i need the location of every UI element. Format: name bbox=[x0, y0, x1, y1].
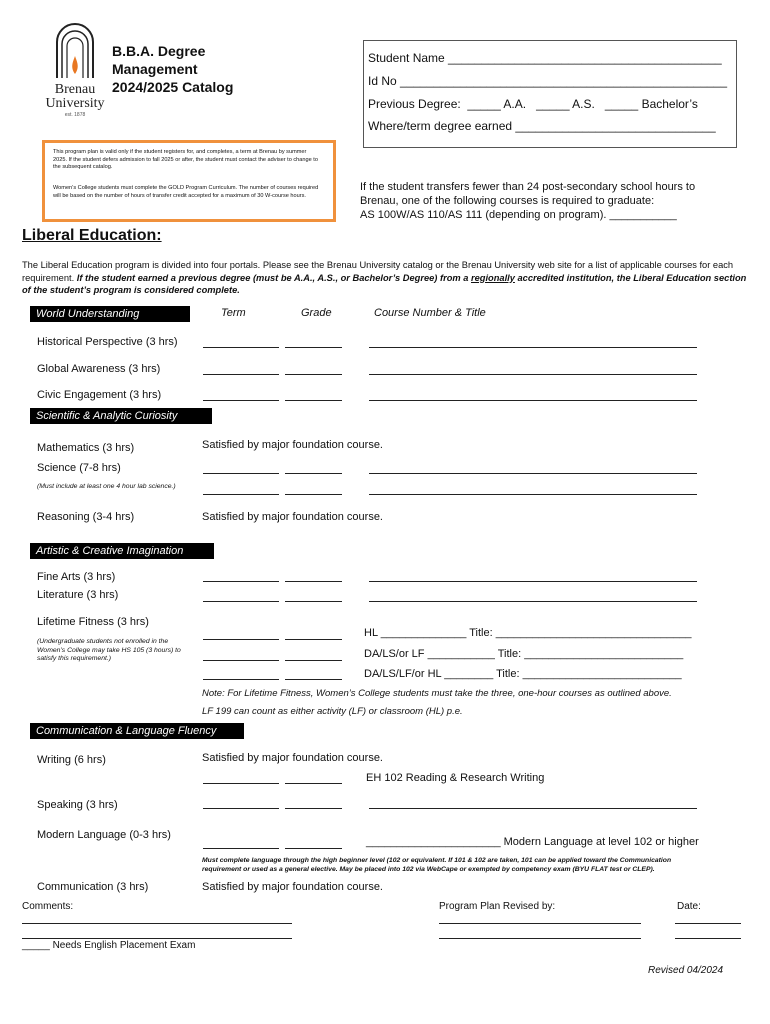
catalog-notice-box bbox=[42, 140, 336, 222]
language-term-blank[interactable] bbox=[203, 848, 279, 849]
dals-grade-blank[interactable] bbox=[285, 679, 342, 680]
grade-column-header: Grade bbox=[301, 307, 332, 319]
scientific-curiosity-heading: Scientific & Analytic Curiosity bbox=[30, 408, 212, 424]
science-term-blank-2[interactable] bbox=[203, 494, 279, 495]
communication-fluency-heading: Communication & Language Fluency bbox=[30, 723, 244, 739]
writing-grade-blank[interactable] bbox=[285, 783, 342, 784]
speaking-grade-blank[interactable] bbox=[285, 808, 342, 809]
intro-bold-a: If the student earned a previous degree (must be A.A., A.S., or Bachelor’s Degree) from a bbox=[76, 272, 469, 283]
lifetime-fitness-note: (Undergraduate students not enrolled in the Women’s College may take HS 105 (3 hours) to satisfy this requirement.) bbox=[37, 638, 181, 662]
fine-arts-grade-blank[interactable] bbox=[285, 581, 342, 582]
speaking-course-blank[interactable] bbox=[369, 808, 697, 809]
comments-label: Comments: bbox=[22, 901, 74, 912]
arch-emblem-icon bbox=[53, 22, 97, 78]
science-label: Science (7-8 hrs) bbox=[37, 462, 121, 474]
lifetime-fitness-label: Lifetime Fitness (3 hrs) bbox=[37, 616, 149, 628]
intro-text: The Liberal Education program is divided into four portals. Please see the Brenau University catalog or the Brenau University web site for a list of applicable courses for each requirement. bbox=[22, 260, 734, 283]
eh-102-course: EH 102 Reading & Research Writing bbox=[366, 772, 545, 784]
science-term-blank-1[interactable] bbox=[203, 473, 279, 474]
logo-est: est. 1878 bbox=[64, 112, 86, 118]
where-term-field[interactable]: Where/term degree earned ______________________________ bbox=[368, 119, 716, 133]
da-grade-blank[interactable] bbox=[285, 660, 342, 661]
global-awareness-label: Global Awareness (3 hrs) bbox=[37, 363, 161, 375]
literature-label: Literature (3 hrs) bbox=[37, 589, 119, 601]
fitness-note-1: Note: For Lifetime Fitness, Women’s College students must take the three, one-hour courses as outlined above. bbox=[202, 688, 672, 699]
language-grade-blank[interactable] bbox=[285, 848, 342, 849]
mathematics-label: Mathematics (3 hrs) bbox=[37, 442, 135, 454]
date-line-1[interactable] bbox=[675, 923, 741, 924]
comments-line-1[interactable] bbox=[22, 923, 292, 924]
global-grade-blank[interactable] bbox=[285, 374, 342, 375]
previous-degree-label: Previous Degree: bbox=[368, 97, 461, 111]
date-label: Date: bbox=[677, 901, 701, 912]
notice-paragraph-2: Women’s College students must complete the GOLD Program Curriculum. The number of courses required will be based on the number of hours of transfer credit accepted for a maximum of 30 W-course hours. bbox=[53, 185, 319, 199]
modern-language-label: Modern Language (0-3 hrs) bbox=[37, 829, 171, 841]
speaking-label: Speaking (3 hrs) bbox=[37, 799, 118, 811]
reasoning-label: Reasoning (3-4 hrs) bbox=[37, 511, 135, 523]
fine-arts-term-blank[interactable] bbox=[203, 581, 279, 582]
student-info-box bbox=[363, 40, 737, 148]
fine-arts-course-blank[interactable] bbox=[369, 581, 697, 582]
prev-bachelor-field[interactable]: _____ Bachelor’s bbox=[604, 97, 698, 111]
course-column-header: Course Number & Title bbox=[374, 307, 486, 319]
writing-term-blank[interactable] bbox=[203, 783, 279, 784]
civic-grade-blank[interactable] bbox=[285, 400, 342, 401]
title-line-3: 2024/2025 Catalog bbox=[112, 79, 234, 95]
science-grade-blank-1[interactable] bbox=[285, 473, 342, 474]
literature-grade-blank[interactable] bbox=[285, 601, 342, 602]
science-course-blank-2[interactable] bbox=[369, 494, 697, 495]
language-course-field[interactable]: ______________________ Modern Language at level 102 or higher bbox=[366, 836, 699, 848]
global-term-blank[interactable] bbox=[203, 374, 279, 375]
prev-as-field[interactable]: _____ A.S. bbox=[536, 97, 595, 111]
historical-grade-blank[interactable] bbox=[285, 347, 342, 348]
literature-course-blank[interactable] bbox=[369, 601, 697, 602]
hl-term-blank[interactable] bbox=[203, 639, 279, 640]
world-understanding-heading: World Understanding bbox=[30, 306, 190, 322]
writing-satisfied: Satisfied by major foundation course. bbox=[202, 752, 383, 764]
da-title-field[interactable]: DA/LS/or LF ___________ Title: __________________________ bbox=[364, 648, 684, 660]
science-course-blank-1[interactable] bbox=[369, 473, 697, 474]
date-line-2[interactable] bbox=[675, 938, 741, 939]
english-placement-field[interactable]: _____ Needs English Placement Exam bbox=[22, 940, 196, 951]
historical-course-blank[interactable] bbox=[369, 347, 697, 348]
fine-arts-label: Fine Arts (3 hrs) bbox=[37, 571, 116, 583]
revised-by-line-2[interactable] bbox=[439, 938, 641, 939]
notice-paragraph-1: This program plan is valid only if the student registers for, and completes, a term at Brenau by summer 2025. If the student defers admission to fall 2025 or after, the student must contact the adviser to change to the subsequent catalog. bbox=[53, 149, 318, 171]
speaking-term-blank[interactable] bbox=[203, 808, 279, 809]
reasoning-satisfied: Satisfied by major foundation course. bbox=[202, 511, 383, 523]
page-title bbox=[112, 42, 233, 96]
transfer-line-3[interactable]: AS 100W/AS 110/AS 111 (depending on program). ___________ bbox=[360, 209, 677, 221]
liberal-education-heading: Liberal Education: bbox=[22, 227, 162, 244]
global-course-blank[interactable] bbox=[369, 374, 697, 375]
mathematics-satisfied: Satisfied by major foundation course. bbox=[202, 439, 383, 451]
historical-perspective-label: Historical Perspective (3 hrs) bbox=[37, 336, 178, 348]
hl-title-field[interactable]: HL ______________ Title: ________________________________ bbox=[364, 627, 692, 639]
writing-label: Writing (6 hrs) bbox=[37, 754, 106, 766]
student-name-field[interactable]: Student Name _________________________________________ bbox=[368, 51, 722, 65]
literature-term-blank[interactable] bbox=[203, 601, 279, 602]
da-term-blank[interactable] bbox=[203, 660, 279, 661]
civic-engagement-label: Civic Engagement (3 hrs) bbox=[37, 389, 162, 401]
logo-university: University bbox=[45, 96, 105, 111]
artistic-imagination-heading: Artistic & Creative Imagination bbox=[30, 543, 214, 559]
transfer-note bbox=[360, 180, 720, 222]
civic-term-blank[interactable] bbox=[203, 400, 279, 401]
science-grade-blank-2[interactable] bbox=[285, 494, 342, 495]
science-lab-note: (Must include at least one 4 hour lab science.) bbox=[37, 483, 176, 490]
hl-grade-blank[interactable] bbox=[285, 639, 342, 640]
term-column-header: Term bbox=[221, 307, 246, 319]
dals-title-field[interactable]: DA/LS/LF/or HL ________ Title: __________________________ bbox=[364, 668, 682, 680]
communication-label: Communication (3 hrs) bbox=[37, 881, 149, 893]
prev-aa-field[interactable]: _____ A.A. bbox=[467, 97, 527, 111]
brenau-logo bbox=[42, 22, 108, 122]
liberal-education-intro bbox=[22, 259, 752, 297]
student-id-field[interactable]: Id No _________________________________________________ bbox=[368, 74, 728, 88]
title-line-2: Management bbox=[112, 61, 198, 77]
previous-degree-row bbox=[368, 97, 698, 111]
revised-by-label: Program Plan Revised by: bbox=[439, 901, 556, 912]
fitness-note-2: LF 199 can count as either activity (LF) or classroom (HL) p.e. bbox=[202, 706, 463, 717]
historical-term-blank[interactable] bbox=[203, 347, 279, 348]
dals-term-blank[interactable] bbox=[203, 679, 279, 680]
revised-date: Revised 04/2024 bbox=[648, 965, 724, 976]
comments-line-2[interactable] bbox=[22, 938, 292, 939]
communication-satisfied: Satisfied by major foundation course. bbox=[202, 881, 383, 893]
logo-brenau: Brenau bbox=[54, 82, 96, 97]
intro-bold-underline: regionally bbox=[471, 272, 515, 283]
intro-bold-b: accredited institution, the Liberal Education section of the student’s program is considered complete. bbox=[22, 272, 747, 295]
transfer-line-1: If the student transfers fewer than 24 post-secondary school hours to bbox=[360, 181, 696, 193]
language-fine-2: requirement or used as a general elective. May be placed into 102 via WebCape or exempted by competency exam (BYU FLAT test or CLEP). bbox=[202, 866, 655, 873]
revised-by-line-1[interactable] bbox=[439, 923, 641, 924]
civic-course-blank[interactable] bbox=[369, 400, 697, 401]
language-fine-1: Must complete language through the high beginner level (102 or equivalent. If 101 & 102 are taken, 101 can be applied toward the Communication bbox=[202, 857, 672, 864]
transfer-line-2: Brenau, one of the following courses is required to graduate: bbox=[360, 195, 655, 207]
language-fine-print bbox=[202, 856, 762, 874]
title-line-1: B.B.A. Degree bbox=[112, 43, 206, 59]
